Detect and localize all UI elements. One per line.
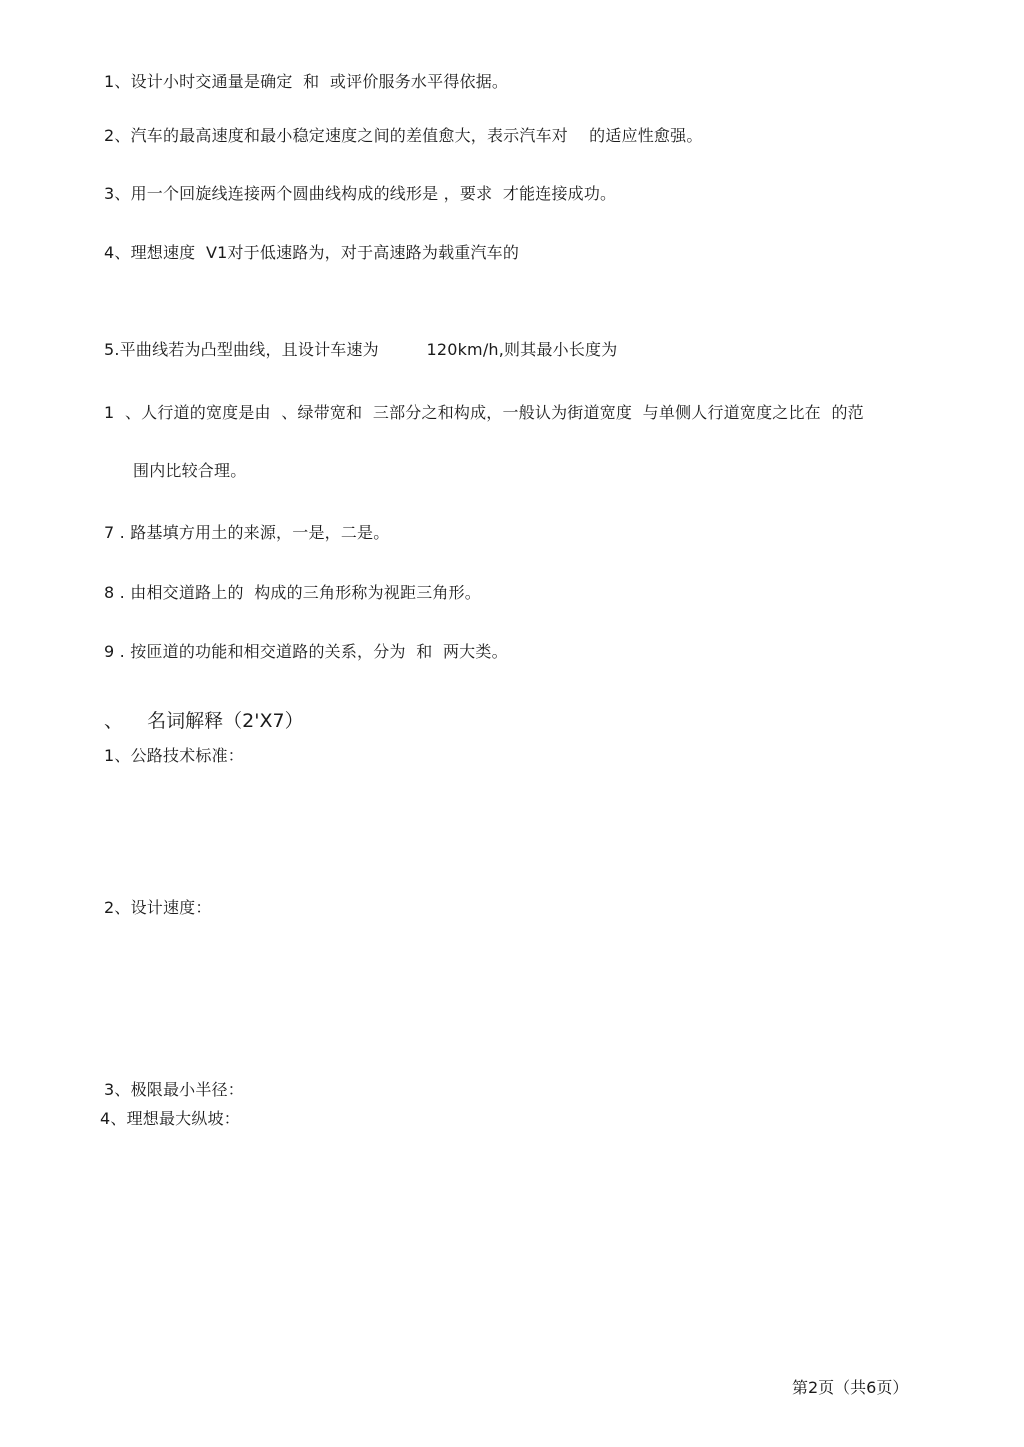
question-6-line-2: 围内比较合理。: [133, 461, 247, 480]
question-3: 3、用一个回旋线连接两个圆曲线构成的线形是 ，要求 才能连接成功。: [104, 184, 617, 203]
question-9: 9 . 按匝道的功能和相交道路的关系，分为 和 两大类。: [104, 642, 508, 661]
question-6-line-1: 1 、人行道的宽度是由 、绿带宽和 三部分之和构成，一般认为街道宽度 与单侧人行道宽度之比在 的范: [104, 403, 864, 422]
question-4: 4、理想速度 V1对于低速路为，对于高速路为载重汽车的: [104, 243, 520, 262]
term-question-3: 3、极限最小半径：: [104, 1080, 244, 1099]
question-2: 2、汽车的最高速度和最小稳定速度之间的差值愈大，表示汽车对 的适应性愈强。: [104, 126, 703, 145]
question-8: 8 . 由相交道路上的 构成的三角形称为视距三角形。: [104, 583, 482, 602]
term-question-4: 4、理想最大纵坡：: [100, 1109, 240, 1128]
section-heading: 、 名词解释（2'X7）: [104, 710, 304, 732]
question-1: 1、设计小时交通量是确定 和 或评价服务水平得依据。: [104, 72, 509, 91]
term-question-1: 1、公路技术标准：: [104, 746, 244, 765]
term-question-2: 2、设计速度：: [104, 898, 212, 917]
question-7: 7 . 路基填方用土的来源，一是，二是。: [104, 523, 390, 542]
page-number: 第2页（共6页）: [792, 1378, 909, 1397]
question-5: 5.平曲线若为凸型曲线，且设计车速为 120km/h,则其最小长度为: [104, 340, 618, 359]
